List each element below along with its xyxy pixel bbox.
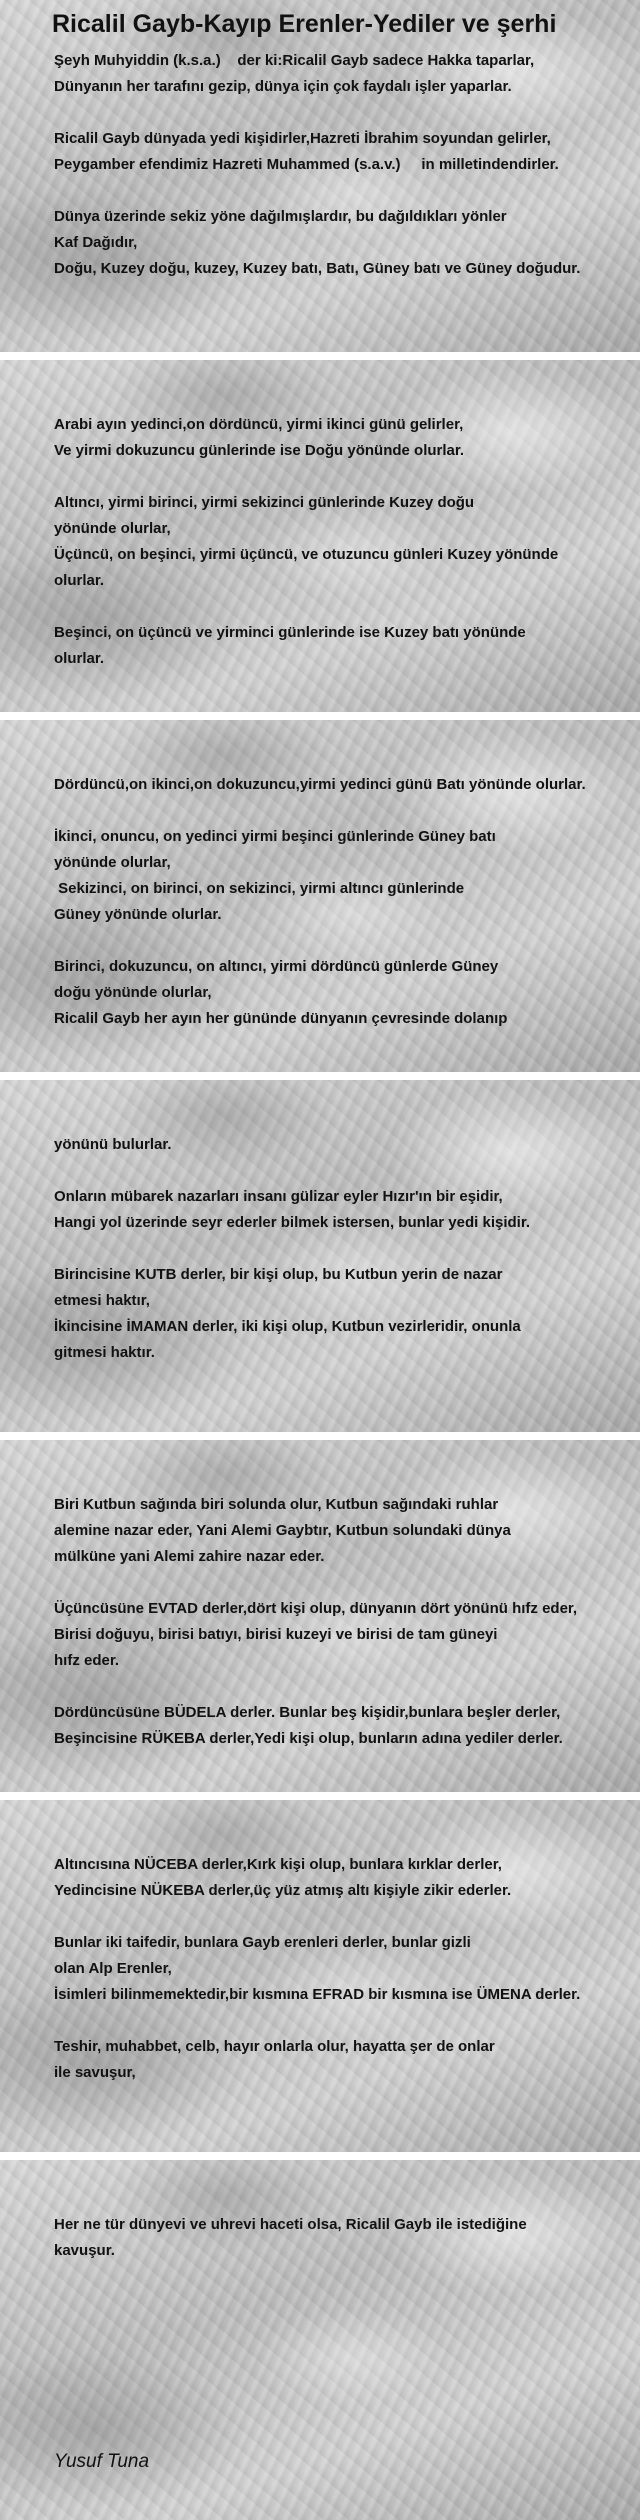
- poem-text-block: [54, 772, 634, 1032]
- poem-line: etmesi haktır,: [54, 1292, 150, 1309]
- stanza-gap: [54, 798, 634, 824]
- poem-line: Ve yirmi dokuzuncu günlerinde ise Doğu yönünde olurlar.: [54, 442, 465, 459]
- poem-line: Birincisine KUTB derler, bir kişi olup, bu Kutbun yerin de nazar: [54, 1266, 503, 1283]
- poem-line: ile savuşur,: [54, 2064, 136, 2081]
- poem-line: doğu yönünde olurlar,: [54, 984, 212, 1001]
- poem-text-block: [54, 1852, 634, 2086]
- poem-line: Kaf Dağıdır,: [54, 234, 138, 251]
- poem-line: olurlar.: [54, 572, 105, 589]
- poem-line: kavuşur.: [54, 2242, 115, 2259]
- poem-line: Şeyh Muhyiddin (k.s.a.) der ki:Ricalil Gayb sadece Hakka taparlar,: [54, 52, 535, 69]
- poem-panel-4: [0, 1080, 640, 1432]
- poem-panel-2: [0, 360, 640, 712]
- stanza-gap: [54, 1236, 634, 1262]
- stanza-gap: [54, 1570, 634, 1596]
- stanza-gap: [54, 178, 634, 204]
- stanza-gap: [54, 2008, 634, 2034]
- poem-line: Dünya üzerinde sekiz yöne dağılmışlardır, bu dağıldıkları yönler: [54, 208, 507, 225]
- poem-line: İkinci, onuncu, on yedinci yirmi beşinci günlerinde Güney batı: [54, 828, 496, 845]
- stanza-gap: [54, 1674, 634, 1700]
- poem-text-block: [54, 48, 634, 282]
- poem-line: Arabi ayın yedinci,on dördüncü, yirmi ikinci günü gelirler,: [54, 416, 464, 433]
- poem-line: Doğu, Kuzey doğu, kuzey, Kuzey batı, Batı, Güney batı ve Güney doğudur.: [54, 260, 581, 277]
- poem-line: Altıncısına NÜCEBA derler,Kırk kişi olup, bunlara kırklar derler,: [54, 1856, 502, 1873]
- poem-panel-1: [0, 0, 640, 352]
- poem-line: yönünde olurlar,: [54, 520, 171, 537]
- poem-line: Dördüncüsüne BÜDELA derler. Bunlar beş kişidir,bunlara beşler derler,: [54, 1704, 561, 1721]
- poem-line: Güney yönünde olurlar.: [54, 906, 222, 923]
- poem-line: Beşinci, on üçüncü ve yirminci günlerinde ise Kuzey batı yönünde: [54, 624, 526, 641]
- stanza-gap: [54, 928, 634, 954]
- poem-line: Üçüncüsüne EVTAD derler,dört kişi olup, dünyanın dört yönünü hıfz eder,: [54, 1600, 578, 1617]
- poem-line: Altıncı, yirmi birinci, yirmi sekizinci günlerinde Kuzey doğu: [54, 494, 475, 511]
- poem-line: Bunlar iki taifedir, bunlara Gayb erenleri derler, bunlar gizli: [54, 1934, 471, 1951]
- poem-line: Üçüncü, on beşinci, yirmi üçüncü, ve otuzuncu günleri Kuzey yönünde: [54, 546, 559, 563]
- poem-line: Birisi doğuyu, birisi batıyı, birisi kuzeyi ve birisi de tam güneyi: [54, 1626, 498, 1643]
- poem-line: hıfz eder.: [54, 1652, 120, 1669]
- poem-title: Ricalil Gayb-Kayıp Erenler-Yediler ve şerhi: [52, 10, 557, 38]
- poem-line: Peygamber efendimiz Hazreti Muhammed (s.a.v.) in milletindendirler.: [54, 156, 559, 173]
- poem-text-block: [54, 1492, 634, 1752]
- poem-line: Yedincisine NÜKEBA derler,üç yüz atmış altı kişiyle zikir ederler.: [54, 1882, 512, 1899]
- stanza-gap: [54, 464, 634, 490]
- poem-line: İkincisine İMAMAN derler, iki kişi olup, Kutbun vezirleridir, onunla: [54, 1318, 521, 1335]
- poem-line: gitmesi haktır.: [54, 1344, 155, 1361]
- stanza-gap: [54, 100, 634, 126]
- poem-line: yönünü bulurlar.: [54, 1136, 172, 1153]
- poem-line: olurlar.: [54, 650, 105, 667]
- poem-author: Yusuf Tuna: [54, 2451, 150, 2472]
- poem-panel-5: [0, 1440, 640, 1792]
- poem-line: Sekizinci, on birinci, on sekizinci, yirmi altıncı günlerinde: [54, 880, 465, 897]
- poem-line: Her ne tür dünyevi ve uhrevi haceti olsa, Ricalil Gayb ile istediğine: [54, 2216, 527, 2233]
- poem-line: yönünde olurlar,: [54, 854, 171, 871]
- poem-panel-6: [0, 1800, 640, 2152]
- poem-line: Onların mübarek nazarları insanı gülizar eyler Hızır'ın bir eşidir,: [54, 1188, 503, 1205]
- poem-line: Birinci, dokuzuncu, on altıncı, yirmi dördüncü günlerde Güney: [54, 958, 499, 975]
- poem-text-block: [54, 2212, 634, 2264]
- poem-line: Hangi yol üzerinde seyr ederler bilmek istersen, bunlar yedi kişidir.: [54, 1214, 531, 1231]
- poem-line: Ricalil Gayb dünyada yedi kişidirler,Hazreti İbrahim soyundan gelirler,: [54, 130, 551, 147]
- poem-line: Dördüncü,on ikinci,on dokuzuncu,yirmi yedinci günü Batı yönünde olurlar.: [54, 776, 586, 793]
- poem-panel-7: [0, 2160, 640, 2520]
- poem-line: Dünyanın her tarafını gezip, dünya için çok faydalı işler yaparlar.: [54, 78, 512, 95]
- poem-line: mülküne yani Alemi zahire nazar eder.: [54, 1548, 325, 1565]
- stanza-gap: [54, 1904, 634, 1930]
- poem-text-block: [54, 1132, 634, 1366]
- poem-line: alemine nazar eder, Yani Alemi Gaybtır, Kutbun solundaki dünya: [54, 1522, 511, 1539]
- poem-line: Biri Kutbun sağında biri solunda olur, Kutbun sağındaki ruhlar: [54, 1496, 499, 1513]
- poem-line: Ricalil Gayb her ayın her gününde dünyanın çevresinde dolanıp: [54, 1010, 508, 1027]
- poem-panel-3: [0, 720, 640, 1072]
- poem-text-block: [54, 412, 634, 672]
- poem-line: olan Alp Erenler,: [54, 1960, 172, 1977]
- poem-line: Beşincisine RÜKEBA derler,Yedi kişi olup, bunların adına yediler derler.: [54, 1730, 563, 1747]
- poem-line: Teshir, muhabbet, celb, hayır onlarla olur, hayatta şer de onlar: [54, 2038, 495, 2055]
- poem-line: İsimleri bilinmemektedir,bir kısmına EFRAD bir kısmına ise ÜMENA derler.: [54, 1986, 581, 2003]
- stanza-gap: [54, 1158, 634, 1184]
- stanza-gap: [54, 594, 634, 620]
